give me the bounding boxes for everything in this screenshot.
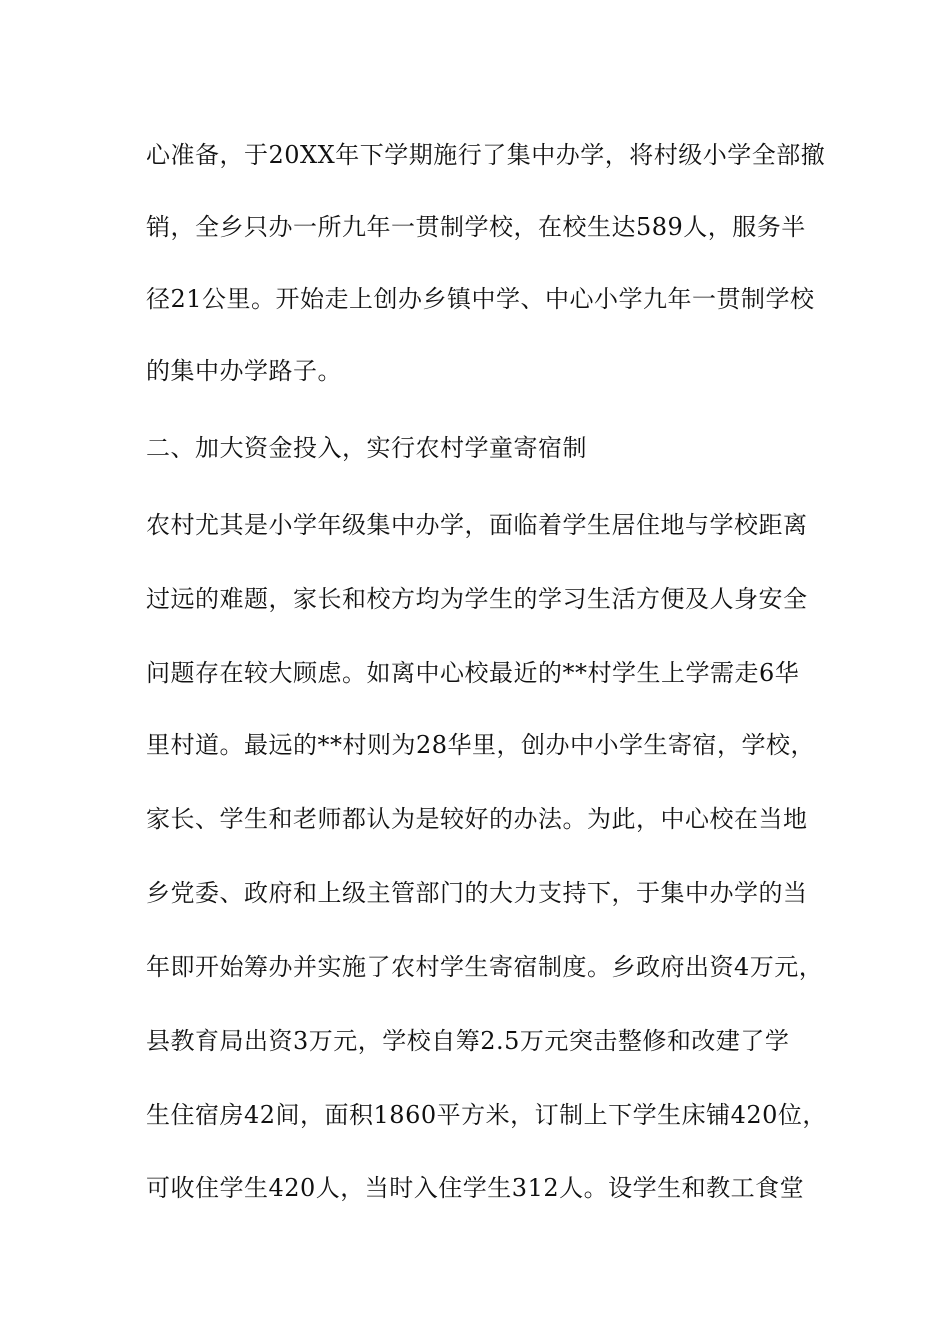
paragraph-line-1: 心准备，于20XX年下学期施行了集中办学，将村级小学全部撤 bbox=[146, 141, 826, 169]
paragraph-line-11: 年即开始筹办并实施了农村学生寄宿制度。乡政府出资4万元， bbox=[146, 953, 824, 981]
paragraph-line-14: 可收住学生420人，当时入住学生312人。设学生和教工食堂 bbox=[146, 1174, 805, 1202]
paragraph-line-13: 生住宿房42间，面积1860平方米，订制上下学生床铺420位， bbox=[146, 1101, 827, 1129]
paragraph-line-12: 县教育局出资3万元，学校自筹2.5万元突击整修和改建了学 bbox=[146, 1027, 790, 1055]
paragraph-line-5: 农村尤其是小学年级集中办学，面临着学生居住地与学校距离 bbox=[146, 511, 808, 539]
paragraph-line-10: 乡党委、政府和上级主管部门的大力支持下，于集中办学的当 bbox=[146, 879, 808, 907]
paragraph-line-6: 过远的难题，家长和校方均为学生的学习生活方便及人身安全 bbox=[146, 585, 808, 613]
paragraph-line-7: 问题存在较大顾虑。如离中心校最近的**村学生上学需走6华 bbox=[146, 659, 800, 687]
paragraph-line-9: 家长、学生和老师都认为是较好的办法。为此，中心校在当地 bbox=[146, 805, 808, 833]
paragraph-line-3: 径21公里。开始走上创办乡镇中学、中心小学九年一贯制学校 bbox=[146, 285, 815, 313]
paragraph-line-4: 的集中办学路子。 bbox=[146, 357, 342, 385]
paragraph-line-2: 销，全乡只办一所九年一贯制学校，在校生达589人，服务半 bbox=[146, 213, 806, 241]
paragraph-line-8: 里村道。最远的**村则为28华里，创办中小学生寄宿，学校， bbox=[146, 731, 816, 759]
section-heading: 二、加大资金投入，实行农村学童寄宿制 bbox=[146, 434, 587, 462]
